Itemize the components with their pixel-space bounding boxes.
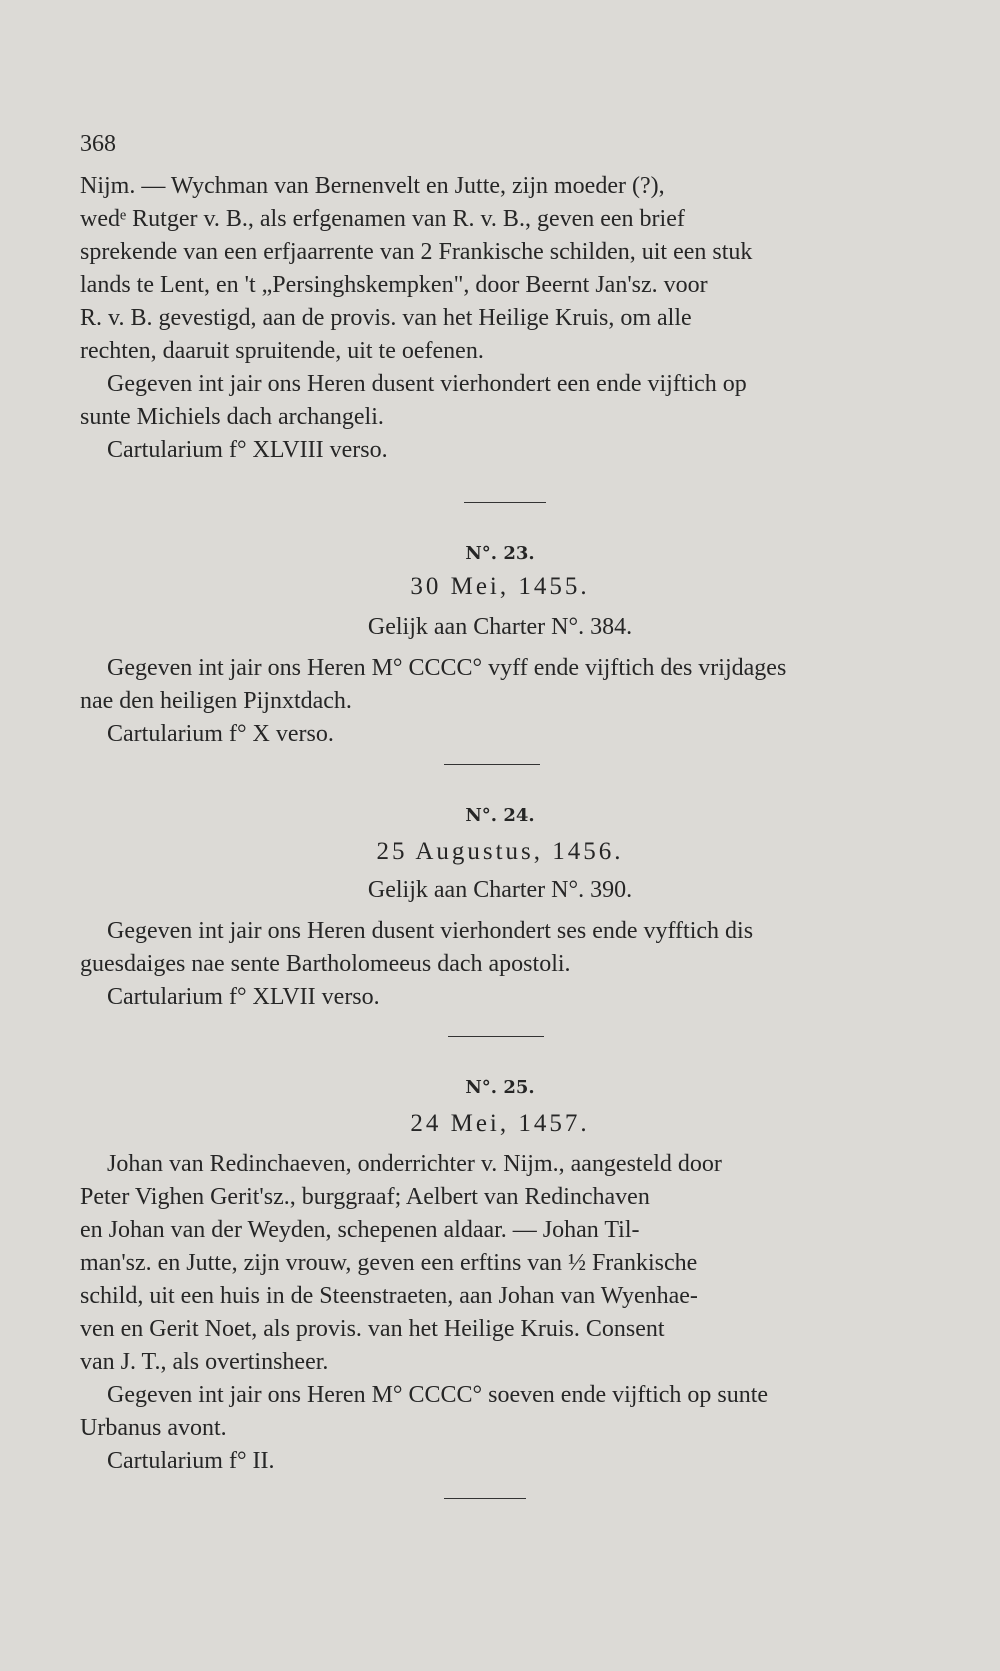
entry-25-cartularium xyxy=(80,1445,920,1478)
entry-date: 30 Mei, 1455. xyxy=(410,573,590,600)
entry-23-cartularium xyxy=(80,718,920,751)
text-line: rechten, daaruit spruitende, uit te oefenen. xyxy=(80,338,484,364)
text-line: sprekende van een erfjaarrente van 2 Frankische schilden, uit een stuk xyxy=(80,239,753,265)
text-line: lands te Lent, en 't „Persinghskempken", door Beernt Jan'sz. voor xyxy=(80,272,708,298)
text-line: van J. T., als overtinsheer. xyxy=(80,1349,329,1375)
page-number: 368 xyxy=(80,131,116,157)
section-divider xyxy=(444,764,540,765)
text-line: man'sz. en Jutte, zijn vrouw, geven een erftins van ½ Frankische xyxy=(80,1250,698,1276)
charter-reference: Gelijk aan Charter N°. 390. xyxy=(367,877,633,903)
text-line: ven en Gerit Noet, als provis. van het Heilige Kruis. Consent xyxy=(80,1316,665,1342)
entry-number: N°. 25. xyxy=(465,1077,535,1098)
entry-24-given xyxy=(80,915,920,981)
text-line: wedᵉ Rutger v. B., als erfgenamen van R. v. B., geven een brief xyxy=(80,206,685,232)
entry-25-given xyxy=(80,1379,920,1445)
entry-23-given xyxy=(80,652,920,718)
entry-22-given xyxy=(80,368,920,434)
section-divider xyxy=(448,1036,544,1037)
text-line: Nijm. — Wychman van Bernenvelt en Jutte, zijn moeder (?), xyxy=(80,173,665,199)
section-divider xyxy=(464,502,546,503)
text-line: schild, uit een huis in de Steenstraeten, aan Johan van Wyenhae- xyxy=(80,1283,698,1309)
entry-22-summary xyxy=(80,170,920,368)
text-line: Urbanus avont. xyxy=(80,1415,227,1441)
text-line: R. v. B. gevestigd, aan de provis. van het Heilige Kruis, om alle xyxy=(80,305,692,331)
text-line: en Johan van der Weyden, schepenen aldaar. — Johan Til- xyxy=(80,1217,640,1243)
entry-25-summary xyxy=(80,1148,920,1379)
cartularium-reference: Cartularium f° II. xyxy=(107,1448,275,1474)
text-line: nae den heiligen Pijnxtdach. xyxy=(80,688,352,714)
charter-reference: Gelijk aan Charter N°. 384. xyxy=(367,614,633,640)
text-line: sunte Michiels dach archangeli. xyxy=(80,404,384,430)
cartularium-reference: Cartularium f° XLVIII verso. xyxy=(107,437,388,463)
entry-number: N°. 23. xyxy=(465,543,535,564)
section-divider xyxy=(444,1498,526,1499)
entry-24-cartularium xyxy=(80,981,920,1014)
entry-date: 25 Augustus, 1456. xyxy=(376,838,624,865)
text-line: Gegeven int jair ons Heren M° CCCC° vyff ende vijftich des vrijdages xyxy=(107,655,787,681)
entry-22-cartularium xyxy=(80,434,920,467)
entry-25-body xyxy=(80,1148,920,1478)
text-line: Gegeven int jair ons Heren M° CCCC° soeven ende vijftich op sunte xyxy=(107,1382,769,1408)
entry-23-body xyxy=(80,652,920,751)
cartularium-reference: Cartularium f° XLVII verso. xyxy=(107,984,380,1010)
entry-24-body xyxy=(80,915,920,1014)
text-line: Peter Vighen Gerit'sz., burggraaf; Aelbert van Redinchaven xyxy=(80,1184,650,1210)
text-line: Johan van Redinchaeven, onderrichter v. Nijm., aangesteld door xyxy=(107,1151,722,1177)
text-line: Gegeven int jair ons Heren dusent vierhondert een ende vijftich op xyxy=(107,371,747,397)
entry-date: 24 Mei, 1457. xyxy=(410,1110,590,1137)
entry-22-body xyxy=(80,170,920,467)
text-line: Gegeven int jair ons Heren dusent vierhondert ses ende vyfftich dis xyxy=(107,918,754,944)
cartularium-reference: Cartularium f° X verso. xyxy=(107,721,334,747)
entry-number: N°. 24. xyxy=(465,805,535,826)
text-line: guesdaiges nae sente Bartholomeeus dach apostoli. xyxy=(80,951,571,977)
